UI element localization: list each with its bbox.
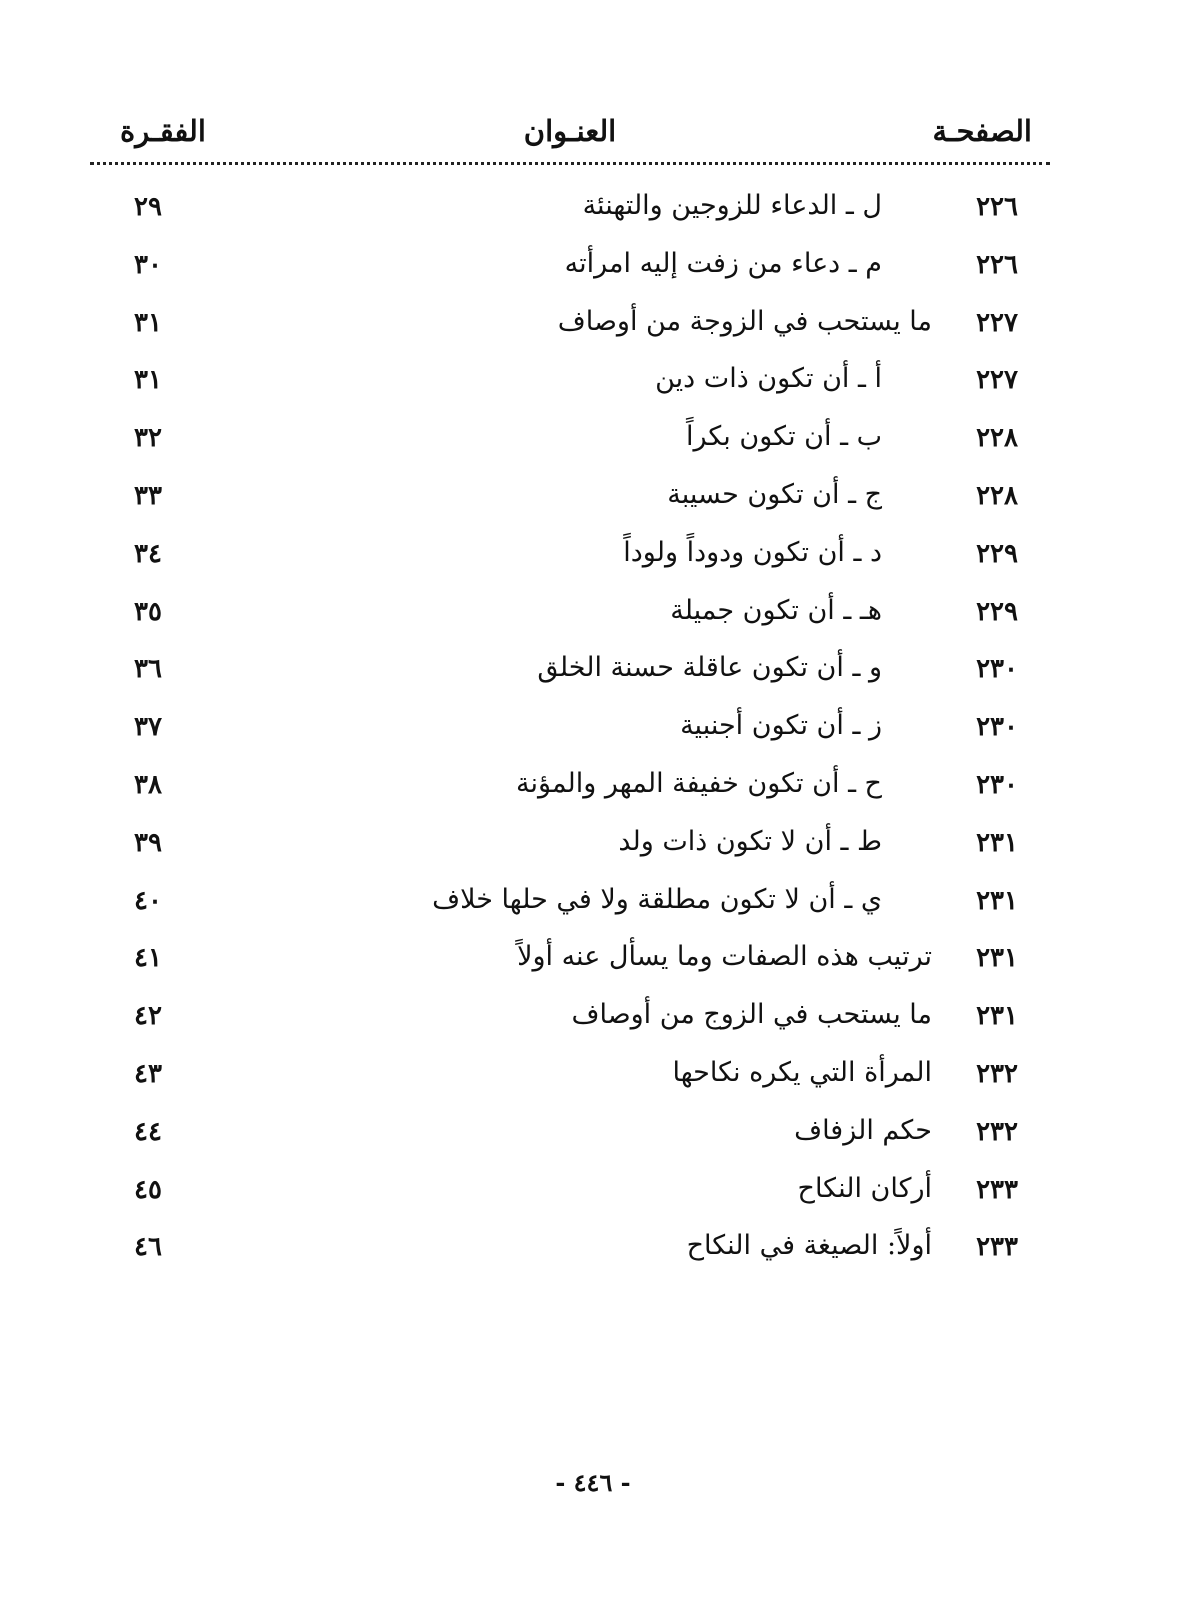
row-page-number: ٢٣٠ — [976, 654, 1018, 685]
row-title: أولاً: الصيغة في النكاح — [686, 1230, 932, 1262]
row-paragraph-number: ٣٨ — [134, 769, 162, 800]
page-number: - ٤٤٦ - — [555, 1468, 631, 1497]
row-page-number: ٢٢٩ — [976, 596, 1018, 627]
toc-row — [90, 989, 1050, 1047]
row-paragraph-number: ٤٣ — [134, 1058, 162, 1089]
row-page-number: ٢٣١ — [976, 1001, 1018, 1032]
row-paragraph-number: ٤٢ — [134, 1001, 162, 1032]
row-title: ح ـ أن تكون خفيفة المهر والمؤنة — [516, 767, 882, 799]
row-paragraph-number: ٣٣ — [134, 480, 162, 511]
row-page-number: ٢٣٢ — [976, 1116, 1018, 1147]
row-page-number: ٢٢٦ — [976, 192, 1018, 222]
toc-row — [90, 469, 1050, 527]
row-title: هـ ـ أن تكون جميلة — [670, 594, 882, 626]
row-paragraph-number: ٤٥ — [134, 1174, 162, 1205]
header-page-label: الصفحـة — [932, 114, 1032, 148]
row-title: ترتيب هذه الصفات وما يسأل عنه أولاً — [517, 941, 932, 973]
toc-row — [90, 411, 1050, 469]
toc-row — [90, 1163, 1050, 1221]
row-title: ط ـ أن لا تكون ذات ولد — [618, 825, 882, 857]
row-paragraph-number: ٣١ — [134, 365, 162, 396]
row-page-number: ٢٣٢ — [976, 1058, 1018, 1089]
row-title: ب ـ أن تكون بكراً — [685, 421, 882, 453]
row-title: د ـ أن تكون ودوداً ولوداً — [623, 536, 882, 568]
toc-row — [90, 874, 1050, 932]
row-page-number: ٢٣٠ — [976, 769, 1018, 800]
header-paragraph-label: الفقـرة — [120, 114, 206, 148]
row-paragraph-number: ٣٧ — [134, 712, 162, 743]
row-page-number: ٢٣١ — [976, 885, 1018, 916]
toc-row — [90, 931, 1050, 989]
row-paragraph-number: ٣١ — [134, 307, 162, 338]
row-paragraph-number: ٣٤ — [134, 538, 162, 569]
row-title: ل ـ الدعاء للزوجين والتهنئة — [582, 190, 882, 221]
row-paragraph-number: ٤١ — [134, 943, 162, 974]
row-title: ما يستحب في الزوجة من أوصاف — [557, 305, 932, 337]
row-title: المرأة التي يكره نكاحها — [672, 1056, 932, 1088]
row-paragraph-number: ٣٦ — [134, 654, 162, 685]
row-paragraph-number: ٤٦ — [134, 1232, 162, 1263]
row-title: ج ـ أن تكون حسيبة — [667, 478, 882, 510]
row-paragraph-number: ٣٢ — [134, 423, 162, 454]
toc-row — [90, 527, 1050, 585]
row-page-number: ٢٣٠ — [976, 712, 1018, 743]
row-page-number: ٢٢٧ — [976, 307, 1018, 338]
row-page-number: ٢٢٨ — [976, 480, 1018, 511]
row-title: ز ـ أن تكون أجنبية — [680, 710, 882, 742]
row-paragraph-number: ٤٠ — [134, 885, 162, 916]
row-page-number: ٢٢٨ — [976, 423, 1018, 454]
row-page-number: ٢٢٩ — [976, 538, 1018, 569]
row-title: ي ـ أن لا تكون مطلقة ولا في حلها خلاف — [432, 883, 882, 915]
row-paragraph-number: ٤٤ — [134, 1116, 162, 1147]
toc-row — [90, 700, 1050, 758]
row-page-number: ٢٢٦ — [976, 249, 1018, 280]
row-page-number: ٢٣١ — [976, 943, 1018, 974]
toc-row — [90, 353, 1050, 411]
header-title-label: العنـوان — [523, 114, 617, 148]
row-paragraph-number: ٣٩ — [134, 827, 162, 858]
row-title: و ـ أن تكون عاقلة حسنة الخلق — [537, 652, 882, 684]
row-paragraph-number: ٣٠ — [134, 249, 162, 280]
toc-list — [90, 180, 1050, 1278]
row-title: م ـ دعاء من زفت إليه امرأته — [564, 247, 882, 279]
toc-row — [90, 1047, 1050, 1105]
row-page-number: ٢٣٣ — [976, 1174, 1018, 1205]
dotted-divider — [90, 162, 1050, 165]
toc-header — [90, 108, 1050, 168]
row-title: حكم الزفاف — [794, 1114, 932, 1146]
row-title: ما يستحب في الزوج من أوصاف — [571, 999, 932, 1031]
row-page-number: ٢٣٣ — [976, 1232, 1018, 1263]
row-title: أ ـ أن تكون ذات دين — [655, 363, 882, 395]
toc-row — [90, 816, 1050, 874]
toc-row — [90, 180, 1050, 238]
toc-row — [90, 585, 1050, 643]
toc-row — [90, 296, 1050, 354]
toc-row — [90, 758, 1050, 816]
row-paragraph-number: ٢٩ — [134, 192, 162, 222]
toc-row — [90, 1220, 1050, 1278]
row-page-number: ٢٢٧ — [976, 365, 1018, 396]
row-title: أركان النكاح — [797, 1172, 932, 1204]
toc-row — [90, 642, 1050, 700]
row-page-number: ٢٣١ — [976, 827, 1018, 858]
toc-row — [90, 1105, 1050, 1163]
toc-row — [90, 238, 1050, 296]
row-paragraph-number: ٣٥ — [134, 596, 162, 627]
